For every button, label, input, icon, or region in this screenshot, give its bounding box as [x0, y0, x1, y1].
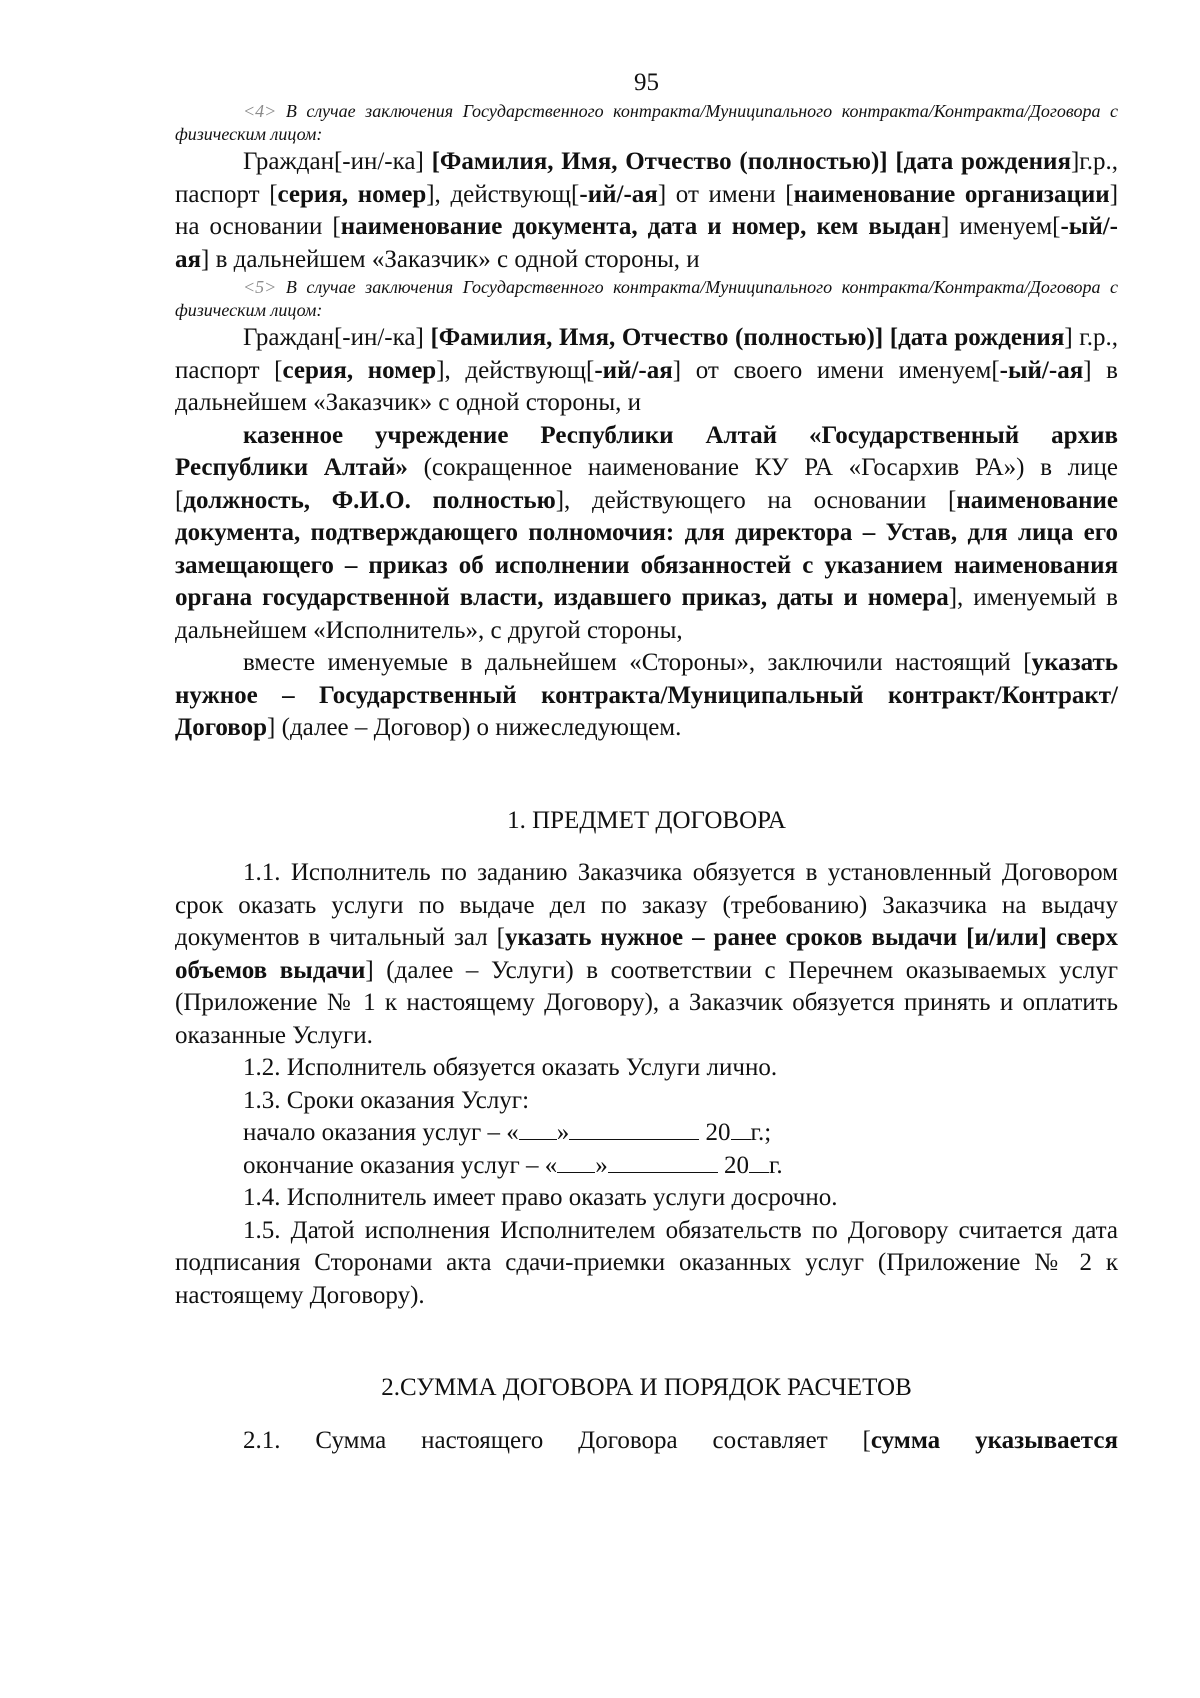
- bold-text-run: указать нужное – Государственный контракта/Муниципальный контракт/Контракт/Договор: [175, 649, 1118, 741]
- clause-1-3: 1.3. Сроки оказания Услуг:: [243, 1086, 530, 1114]
- executor-paragraph: [175, 420, 1118, 648]
- bold-text-run: наименование организации: [793, 180, 1110, 208]
- start-close-quote: »: [556, 1119, 570, 1146]
- text-run: ] от имени [: [657, 180, 794, 208]
- text-run: ] (далее – Договор) о нижеследующем.: [267, 714, 682, 741]
- end-year-suffix: г.: [768, 1151, 783, 1179]
- service-end-line: [175, 1150, 1118, 1183]
- text-run: Граждан[-ин/-ка]: [243, 148, 432, 175]
- end-year-blank[interactable]: [749, 1150, 769, 1173]
- bold-text-run: [Фамилия, Имя, Отчество (полностью)] [дата рождения: [431, 148, 1071, 175]
- bold-text-run: [Фамилия, Имя, Отчество (полностью)] [дата рождения: [430, 324, 1065, 351]
- bold-text-run: -ый/-ая: [175, 213, 1119, 273]
- footnote-marker-4: <4>: [243, 101, 277, 121]
- start-month-blank[interactable]: [569, 1117, 699, 1140]
- text-run: (сокращенное наименование КУ РА «Госархив РА») в лице [: [175, 454, 1119, 514]
- bold-text-run: серия, номер: [277, 180, 427, 208]
- clause-1-2: 1.2. Исполнитель обязуется оказать Услуги лично.: [243, 1054, 778, 1081]
- section-2-title: 2.СУММА ДОГОВОРА И ПОРЯДОК РАСЧЕТОВ: [381, 1374, 912, 1401]
- page-number: 95: [634, 69, 659, 96]
- text-run: ] на основании [: [175, 180, 1119, 240]
- footnote-5-condition: [175, 276, 1118, 322]
- clause-1-4: 1.4. Исполнитель имеет право оказать услуги досрочно.: [243, 1184, 838, 1211]
- text-run: ] от своего имени именуем[: [672, 356, 1000, 384]
- start-year-suffix: г.;: [750, 1119, 772, 1146]
- text-run: ], именуемый в дальнейшем «Исполнитель», с другой стороны,: [175, 584, 1118, 644]
- footnote-4-text: В случае заключения Государственного контракта/Муниципального контракта/Контракта/Договора с физическим лицом:: [175, 101, 1118, 144]
- end-day-blank[interactable]: [557, 1150, 595, 1173]
- text-run: ] г.р., паспорт [: [175, 324, 1118, 384]
- text-run: 1.1. Исполнитель по заданию Заказчика обязуется в установленный Договором срок оказать услуги по выдаче дел по заказу (требованию) Заказчика на выдачу документов в читальный зал [: [175, 859, 1118, 951]
- footnote-4-condition: [175, 100, 1118, 146]
- text-run: ]г.р., паспорт [: [175, 148, 1118, 208]
- start-day-blank[interactable]: [519, 1117, 557, 1140]
- bold-text-run: казенное учреждение Республики Алтай «Государственный архив Республики Алтай»: [175, 421, 1118, 481]
- bold-text-run: наименование документа, дата и номер, кем выдан: [340, 213, 942, 240]
- bold-text-run: сумма указывается: [870, 1426, 1118, 1454]
- bold-text-run: -ый/-ая: [999, 356, 1084, 384]
- citizen-customer-paragraph: [175, 146, 1118, 276]
- end-year-prefix: 20: [723, 1151, 749, 1179]
- text-run: вместе именуемые в дальнейшем «Стороны», заключили настоящий [: [243, 649, 1032, 676]
- bold-text-run: должность, Ф.И.О. полностью: [183, 486, 556, 514]
- text-run: ], действующ[: [436, 356, 595, 384]
- end-close-quote: »: [595, 1151, 608, 1179]
- bold-text-run: серия, номер: [282, 356, 437, 384]
- service-start-line: [175, 1117, 1118, 1150]
- bold-text-run: -ий/-ая: [579, 180, 658, 208]
- bold-text-run: указать нужное – ранее сроков выдачи [и/или] сверх объемов выдачи: [175, 924, 1118, 984]
- service-end-label: окончание оказания услуг – «: [243, 1151, 558, 1179]
- text-run: ] в дальнейшем «Заказчик» с одной стороны, и: [175, 356, 1118, 416]
- section-1-title: 1. ПРЕДМЕТ ДОГОВОРА: [507, 806, 786, 834]
- footnote-5-text: В случае заключения Государственного контракта/Муниципального контракта/Контракта/Договора с физическим лицом:: [175, 277, 1118, 320]
- bold-text-run: наименование документа, подтверждающего полномочия: для директора – Устав, для лица его замещающего – приказ об исполнении обязанностей с указанием наименования органа государственной власти, издавшего приказ, даты и номера: [175, 486, 1118, 611]
- footnote-marker-5: <5>: [243, 277, 277, 297]
- service-start-label: начало оказания услуг – «: [243, 1119, 519, 1146]
- parties-together-paragraph: [175, 647, 1118, 745]
- text-run: ] именуем[: [941, 213, 1061, 240]
- text-run: ] в дальнейшем «Заказчик» с одной стороны, и: [201, 245, 700, 273]
- text-run: 2.1. Сумма настоящего Договора составляет [: [243, 1426, 871, 1454]
- start-year-blank[interactable]: [731, 1117, 751, 1140]
- text-run: Граждан[-ин/-ка]: [243, 324, 431, 351]
- clause-1-1: [175, 857, 1118, 1052]
- clause-1-5: 1.5. Датой исполнения Исполнителем обязательств по Договору считается дата подписания Сторонами акта сдачи-приемки оказанных услуг (Приложение № 2 к настоящему Договору).: [175, 1216, 1118, 1309]
- end-month-blank[interactable]: [608, 1150, 718, 1173]
- text-run: ] (далее – Услуги) в соответствии с Перечнем оказываемых услуг (Приложение № 1 к настоящему Договору), а Заказчик обязуется принять и оплатить оказанные Услуги.: [175, 956, 1119, 1049]
- start-year-prefix: 20: [705, 1119, 731, 1146]
- text-run: ], действующ[: [426, 180, 580, 208]
- clause-2-1: [175, 1425, 1118, 1458]
- text-run: ], действующего на основании [: [555, 486, 957, 514]
- bold-text-run: -ий/-ая: [594, 356, 673, 384]
- citizen-self-paragraph: [175, 322, 1118, 420]
